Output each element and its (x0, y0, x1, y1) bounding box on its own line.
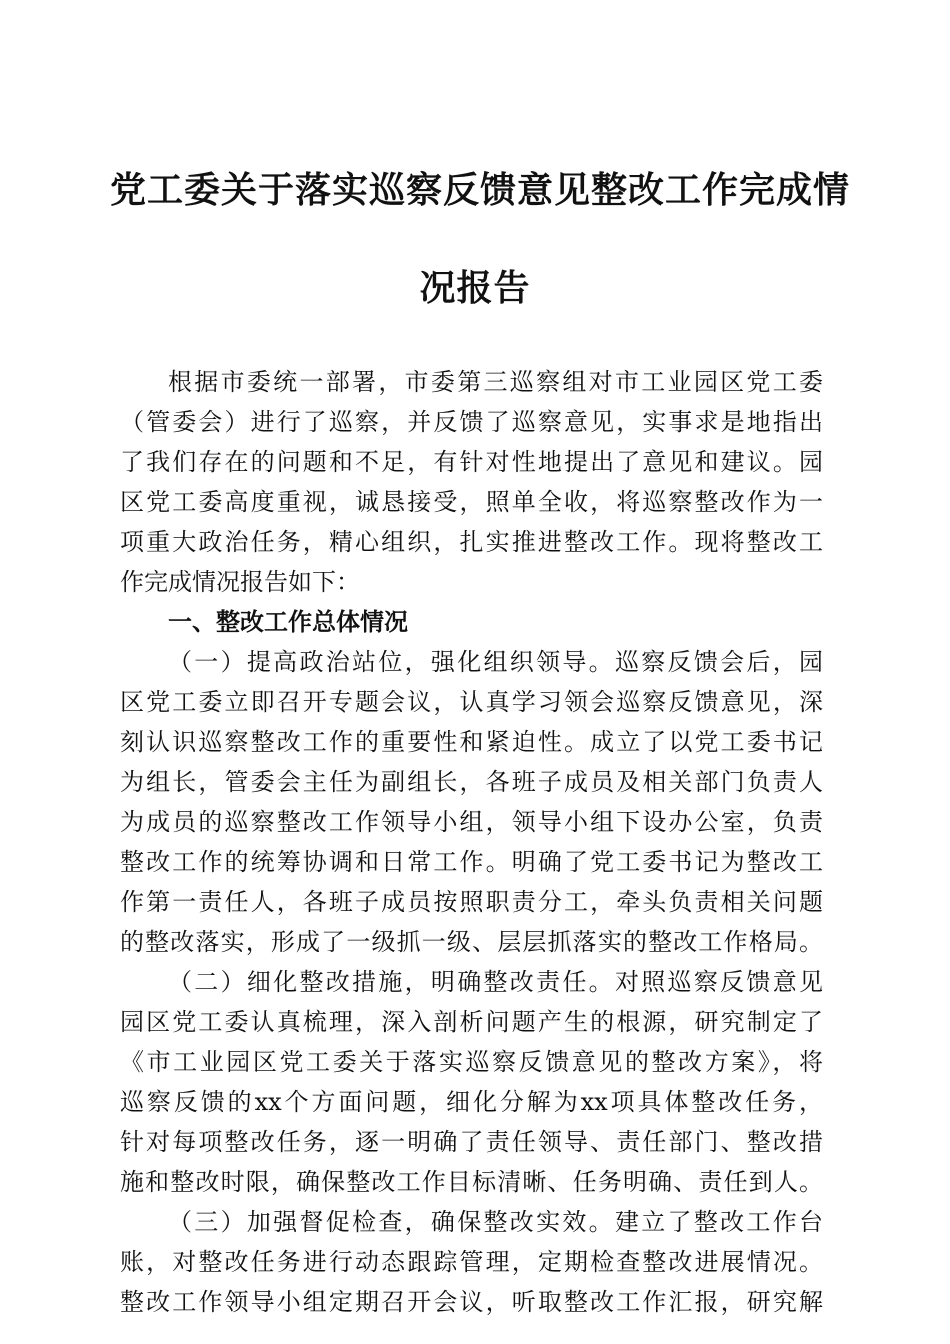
paragraph-line: 账，对整改任务进行动态跟踪管理，定期检查整改进展情况。 (120, 1248, 823, 1276)
paragraph-line: 作完成情况报告如下： (120, 568, 360, 596)
paragraph-line: 作第一责任人，各班子成员按照职责分工，牵头负责相关问题 (120, 888, 823, 916)
paragraph-line: （二）细化整改措施，明确整改责任。对照巡察反馈意见 (168, 968, 823, 996)
paragraph-line: 整改工作领导小组定期召开会议，听取整改工作汇报，研究解 (120, 1288, 823, 1316)
paragraph-line: （一）提高政治站位，强化组织领导。巡察反馈会后，园 (168, 648, 823, 676)
paragraph-line: 园区党工委认真梳理，深入剖析问题产生的根源，研究制定了 (120, 1008, 823, 1036)
paragraph-line: 施和整改时限，确保整改工作目标清晰、任务明确、责任到人。 (120, 1168, 823, 1196)
paragraph-line: 区党工委立即召开专题会议，认真学习领会巡察反馈意见，深 (120, 688, 823, 716)
paragraph-line: （三）加强督促检查，确保整改实效。建立了整改工作台 (168, 1208, 823, 1236)
paragraph-line: 区党工委高度重视，诚恳接受，照单全收，将巡察整改作为一 (120, 488, 823, 516)
paragraph-line: 整改工作的统筹协调和日常工作。明确了党工委书记为整改工 (120, 848, 823, 876)
document-body (120, 362, 823, 1322)
paragraph-line: 根据市委统一部署，市委第三巡察组对市工业园区党工委 (168, 368, 823, 396)
paragraph-line: 《市工业园区党工委关于落实巡察反馈意见的整改方案》，将 (120, 1048, 823, 1076)
document-title-line-1: 党工委关于落实巡察反馈意见整改工作完成情 (110, 169, 851, 211)
paragraph-line: 巡察反馈的xx个方面问题，细化分解为xx项具体整改任务， (120, 1088, 823, 1116)
paragraph-line: （管委会）进行了巡察，并反馈了巡察意见，实事求是地指出 (120, 408, 823, 436)
paragraph-line: 的整改落实，形成了一级抓一级、层层抓落实的整改工作格局。 (120, 928, 823, 956)
paragraph-line: 了我们存在的问题和不足，有针对性地提出了意见和建议。园 (120, 448, 823, 476)
document-title-line-2: 况报告 (419, 267, 531, 309)
paragraph-line: 针对每项整改任务，逐一明确了责任领导、责任部门、整改措 (120, 1128, 823, 1156)
paragraph-line: 刻认识巡察整改工作的重要性和紧迫性。成立了以党工委书记 (120, 728, 823, 756)
paragraph-line: 项重大政治任务，精心组织，扎实推进整改工作。现将整改工 (120, 528, 823, 556)
section-heading: 一、整改工作总体情况 (168, 608, 408, 636)
paragraph-line: 为成员的巡察整改工作领导小组，领导小组下设办公室，负责 (120, 808, 823, 836)
paragraph-line: 为组长，管委会主任为副组长，各班子成员及相关部门负责人 (120, 768, 823, 796)
